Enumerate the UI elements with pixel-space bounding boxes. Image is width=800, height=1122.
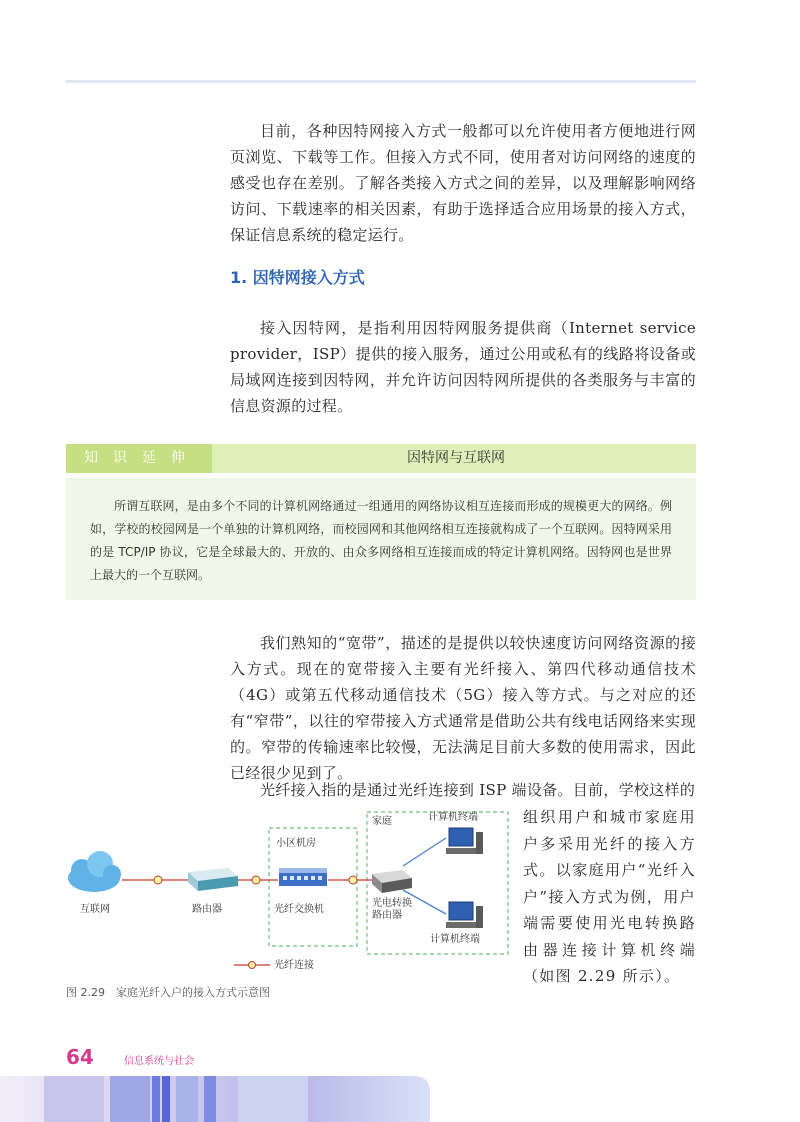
knowledge-box-text: 所谓互联网，是由多个不同的计算机网络通过一组通用的网络协议相互连接而形成的规模更大的网络。例如，学校的校园网是一个单独的计算机网络，而校园网和其他网络相互连接就构成了一个互联网。因特网采用的是 TCP/IP 协议，它是全球最大的、开放的、由众多网络相互连接而成的特定计算机网络。因特网也是世界上最大的一个互联网。 [90, 499, 672, 582]
legend-label: 光纤连接 [274, 960, 314, 971]
terminal-bottom-label: 计算机终端 [430, 934, 480, 945]
knowledge-box-tag: 知识延伸 [66, 444, 212, 473]
footer-band [0, 1076, 430, 1122]
fiber-paragraph-wrap: 组织用户和城市家庭用户多采用光纤的接入方式。以家庭用户“光纤入户”接入方式为例，用户端需要使用光电转换路由器连接计算机终端（如图 2.29 所示）。 [523, 808, 696, 985]
oe-router-label-line1: 光电转换 [372, 898, 412, 909]
terminal-top-label: 计算机终端 [428, 812, 478, 823]
community-room-label: 小区机房 [276, 838, 316, 849]
top-rule [66, 80, 696, 83]
knowledge-box-header [66, 444, 696, 473]
fiber-switch-label: 光纤交换机 [274, 904, 324, 915]
internet-label: 互联网 [80, 904, 110, 915]
broadband-paragraph: 我们熟知的“宽带”，描述的是提供以较快速度访问网络资源的接入方式。现在的宽带接入主要有光纤接入、第四代移动通信技术（4G）或第五代移动通信技术（5G）接入等方式。与之对应的还有“窄带”，以往的窄带接入方式通常是借助公共有线电话网络来实现的。窄带的传输速率比较慢，无法满足目前大多数的使用需求，因此已经很少见到了。 [230, 634, 696, 782]
figure-caption: 图 2.29 家庭光纤入户的接入方式示意图 [66, 986, 270, 999]
router-label: 路由器 [192, 904, 222, 915]
intro-paragraph: 目前，各种因特网接入方式一般都可以允许使用者方便地进行网页浏览、下载等工作。但接入方式不同，使用者对访问网络的速度的感受也存在差别。了解各类接入方式之间的差异，以及理解影响网络访问、下载速率的相关因素，有助于选择适合应用场景的接入方式，保证信息系统的稳定运行。 [230, 122, 696, 244]
oe-router-label-line2: 路由器 [372, 910, 402, 921]
book-title: 信息系统与社会 [124, 1056, 194, 1067]
fiber-access-diagram [66, 806, 516, 978]
knowledge-box-body [66, 478, 696, 600]
fiber-switch-icon [279, 868, 327, 886]
home-label: 家庭 [372, 816, 392, 827]
section-heading: 1. 因特网接入方式 [230, 268, 365, 287]
page-number: 64 [66, 1045, 94, 1069]
fiber-paragraph-lead: 光纤接入指的是通过光纤连接到 ISP 端设备。目前，学校这样的 [260, 781, 696, 799]
knowledge-box-title: 因特网与互联网 [407, 450, 505, 466]
definition-paragraph: 接入因特网，是指利用因特网服务提供商（Internet service provider，ISP）提供的接入服务，通过公用或私有的线路将设备或局域网连接到因特网，并允许访问因特网所提供的各类服务与丰富的信息资源的过程。 [230, 319, 696, 415]
